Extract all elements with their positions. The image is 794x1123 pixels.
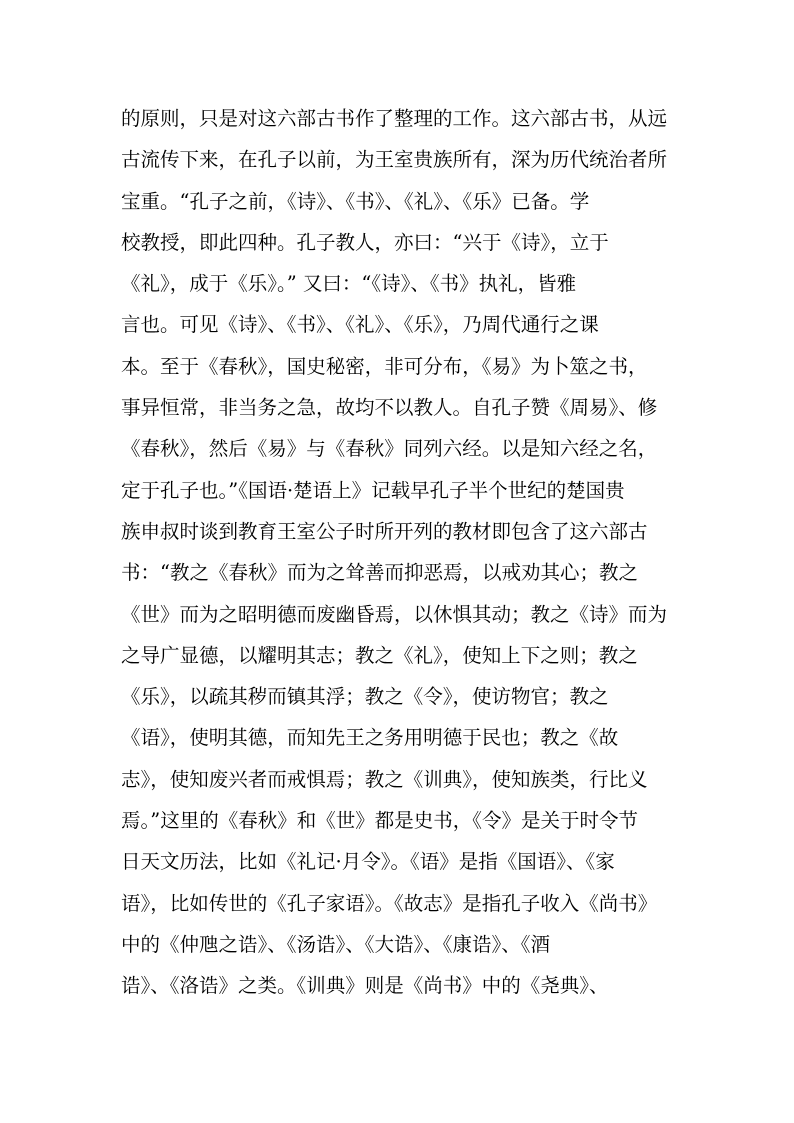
- text-line-15: 《乐》，以疏其秽而镇其浮；教之《令》，使访物官；教之: [121, 685, 609, 709]
- text-line-9: 《春秋》，然后《易》与《春秋》同列六经。以是知六经之名，: [121, 437, 658, 461]
- text-line-17: 志》，使知废兴者而戒惧焉；教之《训典》，使知族类，行比义: [121, 767, 648, 791]
- text-line-22: 诰》、《洛诰》之类。《训典》则是《尚书》中的《尧典》、: [121, 974, 609, 998]
- text-line-1: 的原则，只是对这六部古书作了整理的工作。这六部古书，从远: [121, 107, 668, 130]
- text-line-4: 校教授，即此四种。孔子教人，亦曰：“兴于《诗》，立于: [121, 230, 609, 254]
- text-line-6: 言也。可见《诗》、《书》、《礼》、《乐》，乃周代通行之课: [121, 313, 599, 337]
- text-line-16: 《语》，使明其德，而知先王之务用明德于民也；教之《故: [121, 726, 619, 750]
- text-line-7: 本。至于《春秋》，国史秘密，非可分布，《易》为卜筮之书，: [121, 354, 648, 378]
- text-line-12: 书：“教之《春秋》而为之耸善而抑恶焉，以戒劝其心；教之: [121, 561, 638, 585]
- text-line-19: 日天文历法，比如《礼记·月令》。《语》是指《国语》、《家: [121, 850, 615, 874]
- text-line-10: 定于孔子也。”《国语·楚语上》记载早孔子半个世纪的楚国贵: [121, 478, 625, 502]
- body-text: [121, 98, 681, 1007]
- text-line-18: 焉。”这里的《春秋》和《世》都是史书，《令》是关于时令节: [121, 809, 638, 833]
- text-line-11: 族申叔时谈到教育王室公子时所开列的教材即包含了这六部古: [121, 519, 648, 543]
- text-line-13: 《世》而为之昭明德而废幽昏焉，以休惧其动；教之《诗》而为: [121, 602, 668, 626]
- text-line-20: 语》，比如传世的《孔子家语》。《故志》是指孔子收入《尚书》: [121, 891, 658, 915]
- text-line-8: 事异恒常，非当务之急，故均不以教人。自孔子赞《周易》、修: [121, 396, 658, 420]
- text-line-21: 中的《仲虺之诰》、《汤诰》、《大诰》、《康诰》、《酒: [121, 932, 551, 956]
- text-line-2: 古流传下来，在孔子以前，为王室贵族所有，深为历代统治者所: [121, 148, 668, 172]
- text-line-3: 宝重。“孔子之前，《诗》、《书》、《礼》、《乐》已备。学: [121, 189, 590, 213]
- text-line-5: 《礼》，成于《乐》。” 又曰：“《诗》、《书》执礼，皆雅: [121, 272, 577, 296]
- text-line-14: 之导广显德，以耀明其志；教之《礼》，使知上下之则；教之: [121, 643, 638, 667]
